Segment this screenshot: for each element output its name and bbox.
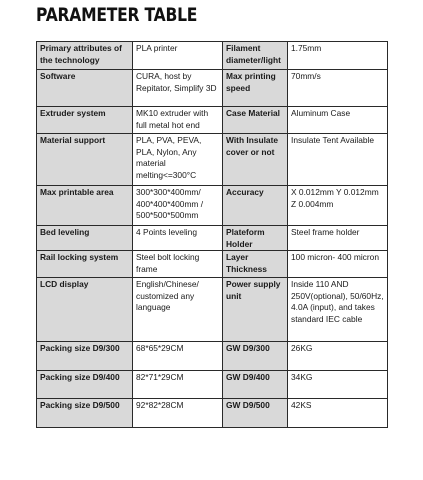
parameter-value-cell: X 0.012mm Y 0.012mm Z 0.004mm <box>288 186 388 226</box>
parameter-value-cell: Aluminum Case <box>288 107 388 134</box>
parameter-value-cell: 34KG <box>288 371 388 399</box>
table-row <box>37 186 388 226</box>
table-row <box>37 42 388 70</box>
parameter-name-cell: Rail locking system <box>37 251 133 278</box>
parameter-name-cell: Bed leveling <box>37 226 133 251</box>
parameter-name-cell: GW D9/400 <box>223 371 288 399</box>
parameter-value-cell: 42KS <box>288 399 388 428</box>
parameter-value-cell: 1.75mm <box>288 42 388 70</box>
parameter-value-cell: English/Chinese/ customized any language <box>133 278 223 342</box>
parameter-value-cell: PLA printer <box>133 42 223 70</box>
parameter-value-cell: 100 micron- 400 micron <box>288 251 388 278</box>
parameter-name-cell: Material support <box>37 134 133 186</box>
parameter-value-cell: Steel bolt locking frame <box>133 251 223 278</box>
parameter-name-cell: Packing size D9/300 <box>37 342 133 371</box>
parameter-name-cell: Extruder system <box>37 107 133 134</box>
parameter-value-cell: PLA, PVA, PEVA, PLA, Nylon, Any material melting<=300°C <box>133 134 223 186</box>
table-row <box>37 371 388 399</box>
parameter-value-cell: Insulate Tent Available <box>288 134 388 186</box>
parameter-value-cell: Steel frame holder <box>288 226 388 251</box>
parameter-value-cell: 26KG <box>288 342 388 371</box>
parameter-value-cell: 70mm/s <box>288 70 388 107</box>
parameter-name-cell: Primary attributes of the technology <box>37 42 133 70</box>
parameter-name-cell: GW D9/500 <box>223 399 288 428</box>
parameter-value-cell: 68*65*29CM <box>133 342 223 371</box>
parameter-value-cell: CURA, host by Repitator, Simplify 3D <box>133 70 223 107</box>
parameter-value-cell: MK10 extruder with full metal hot end <box>133 107 223 134</box>
parameter-name-cell: GW D9/300 <box>223 342 288 371</box>
table-row <box>37 251 388 278</box>
parameter-name-cell: Case Material <box>223 107 288 134</box>
table-row <box>37 134 388 186</box>
parameter-table <box>36 41 388 428</box>
parameter-name-cell: Filament diameter/light <box>223 42 288 70</box>
parameter-name-cell: Software <box>37 70 133 107</box>
parameter-value-cell: 4 Points leveling <box>133 226 223 251</box>
table-row <box>37 226 388 251</box>
parameter-name-cell: Plateform Holder <box>223 226 288 251</box>
table-row <box>37 278 388 342</box>
parameter-name-cell: Max printing speed <box>223 70 288 107</box>
table-row <box>37 399 388 428</box>
parameter-name-cell: Accuracy <box>223 186 288 226</box>
parameter-name-cell: Max printable area <box>37 186 133 226</box>
page-title: PARAMETER TABLE <box>36 4 198 26</box>
parameter-name-cell: Power supply unit <box>223 278 288 342</box>
table-row <box>37 342 388 371</box>
parameter-name-cell: LCD display <box>37 278 133 342</box>
parameter-name-cell: Layer Thickness <box>223 251 288 278</box>
parameter-name-cell: With Insulate cover or not <box>223 134 288 186</box>
parameter-value-cell: 300*300*400mm/ 400*400*400mm / 500*500*500mm <box>133 186 223 226</box>
parameter-value-cell: 92*82*28CM <box>133 399 223 428</box>
table-row <box>37 107 388 134</box>
parameter-name-cell: Packing size D9/400 <box>37 371 133 399</box>
parameter-value-cell: 82*71*29CM <box>133 371 223 399</box>
table-row <box>37 70 388 107</box>
parameter-name-cell: Packing size D9/500 <box>37 399 133 428</box>
parameter-value-cell: Inside 110 AND 250V(optional), 50/60Hz, 4.0A (input), and takes standard IEC cable <box>288 278 388 342</box>
